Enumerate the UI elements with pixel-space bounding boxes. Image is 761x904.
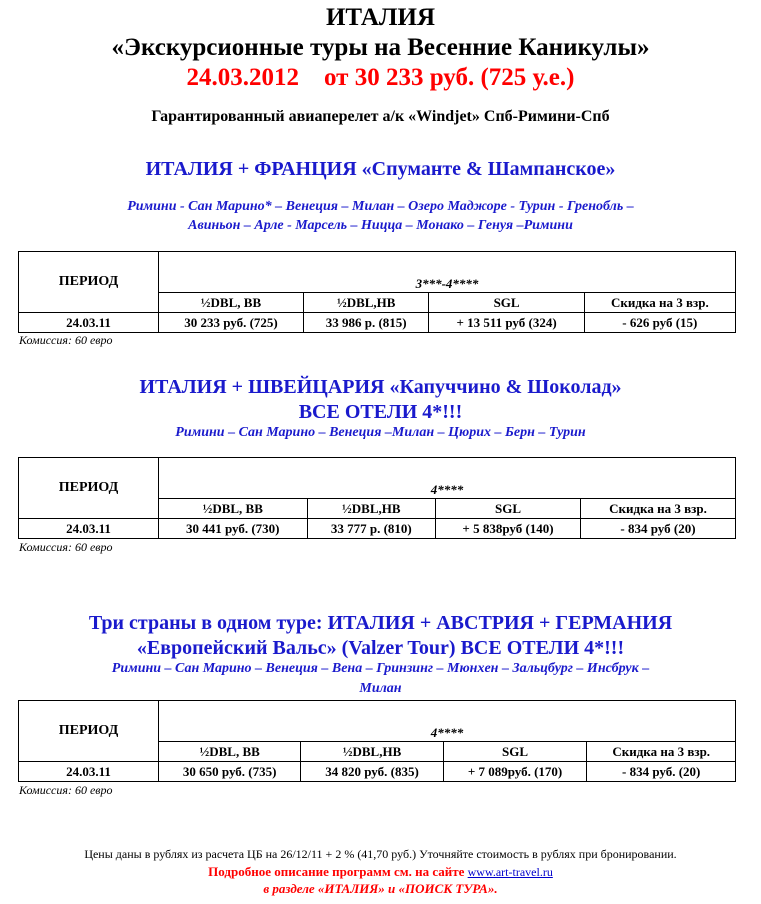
price-note: Цены даны в рублях из расчета ЦБ на 26/12/11 + 2 % (41,70 руб.) Уточняйте стоимость в рублях при бронировании. <box>84 847 677 861</box>
column-header: Скидка на 3 взр. <box>580 499 735 519</box>
column-header: ½DBL,HB <box>303 293 429 313</box>
column-header: ½DBL, BB <box>159 742 301 762</box>
tour-1-title: ИТАЛИЯ + ФРАНЦИЯ «Спуманте & Шампанское» <box>145 158 616 180</box>
price-cell: - 626 руб (15) <box>584 313 735 333</box>
row-date: 24.03.11 <box>19 519 159 539</box>
section-hint: в разделе «ИТАЛИЯ» и «ПОИСК ТУРА». <box>263 881 498 896</box>
site-link[interactable]: www.art-travel.ru <box>467 865 553 879</box>
hotel-category: 3***-4**** <box>159 252 736 293</box>
date-price-line <box>0 64 761 92</box>
tour-3-commission: Комиссия: 60 евро <box>19 783 113 797</box>
period-header: ПЕРИОД <box>19 458 159 519</box>
price-cell: + 5 838руб (140) <box>436 519 581 539</box>
column-header: ½DBL, BB <box>159 499 308 519</box>
tour-3-title-line2: «Европейский Вальс» (Valzer Tour) ВСЕ ОТЕЛИ 4*!!! <box>136 637 625 659</box>
price-cell: 33 777 р. (810) <box>307 519 436 539</box>
column-header: Скидка на 3 взр. <box>584 293 735 313</box>
page-subtitle: «Экскурсионные туры на Весенние Каникулы» <box>111 34 650 61</box>
tour-2-route: Римини – Сан Марино – Венеция –Милан – Цюрих – Берн – Турин <box>175 425 586 440</box>
row-date: 24.03.11 <box>19 762 159 782</box>
hotel-category: 4**** <box>159 458 736 499</box>
price-cell: + 13 511 руб (324) <box>429 313 584 333</box>
tour-3-price-table <box>18 700 736 782</box>
details-prefix: Подробное описание программ см. на сайте <box>208 864 468 879</box>
column-header: SGL <box>429 293 584 313</box>
flight-info: Гарантированный авиаперелет а/к «Windjet» Спб-Римини-Спб <box>151 108 610 125</box>
row-date: 24.03.11 <box>19 313 159 333</box>
tour-2-price-table <box>18 457 736 539</box>
tour-2-commission: Комиссия: 60 евро <box>19 540 113 554</box>
tour-3-route-line1: Римини – Сан Марино – Венеция – Вена – Гринзинг – Мюнхен – Зальцбург – Инсбрук – <box>111 661 650 676</box>
price-cell: + 7 089руб. (170) <box>443 762 587 782</box>
table-row <box>19 762 736 782</box>
table-row <box>19 519 736 539</box>
price-cell: 30 441 руб. (730) <box>159 519 308 539</box>
price-from: от 30 233 руб. (725 у.е.) <box>324 64 575 91</box>
page-title: ИТАЛИЯ <box>325 4 436 31</box>
tour-3-route-line2: Милан <box>359 681 402 696</box>
price-cell: 30 233 руб. (725) <box>159 313 304 333</box>
column-header: ½DBL,HB <box>307 499 436 519</box>
price-cell: - 834 руб (20) <box>580 519 735 539</box>
period-header: ПЕРИОД <box>19 701 159 762</box>
price-cell: - 834 руб. (20) <box>587 762 736 782</box>
tour-2-title: ИТАЛИЯ + ШВЕЙЦАРИЯ «Капуччино & Шоколад» <box>139 376 622 398</box>
price-cell: 30 650 руб. (735) <box>159 762 301 782</box>
tour-1-route-line1: Римини - Сан Марино* – Венеция – Милан – Озеро Маджоре - Турин - Гренобль – <box>127 199 634 214</box>
details-line <box>0 864 761 880</box>
tour-3-title: Три страны в одном туре: ИТАЛИЯ + АВСТРИЯ + ГЕРМАНИЯ <box>88 612 673 634</box>
column-header: ½DBL, BB <box>159 293 304 313</box>
hotel-category: 4**** <box>159 701 736 742</box>
period-header: ПЕРИОД <box>19 252 159 313</box>
column-header: Скидка на 3 взр. <box>587 742 736 762</box>
table-row <box>19 313 736 333</box>
price-cell: 34 820 руб. (835) <box>301 762 443 782</box>
tour-2-title-line2: ВСЕ ОТЕЛИ 4*!!! <box>298 401 463 423</box>
column-header: SGL <box>436 499 581 519</box>
tour-1-commission: Комиссия: 60 евро <box>19 333 113 347</box>
tour-1-price-table <box>18 251 736 333</box>
tour-date: 24.03.2012 <box>186 64 300 91</box>
column-header: ½DBL,HB <box>301 742 443 762</box>
tour-1-route-line2: Авиньон – Арле - Марсель – Ницца – Монако – Генуя –Римини <box>188 218 573 233</box>
column-header: SGL <box>443 742 587 762</box>
price-cell: 33 986 р. (815) <box>303 313 429 333</box>
